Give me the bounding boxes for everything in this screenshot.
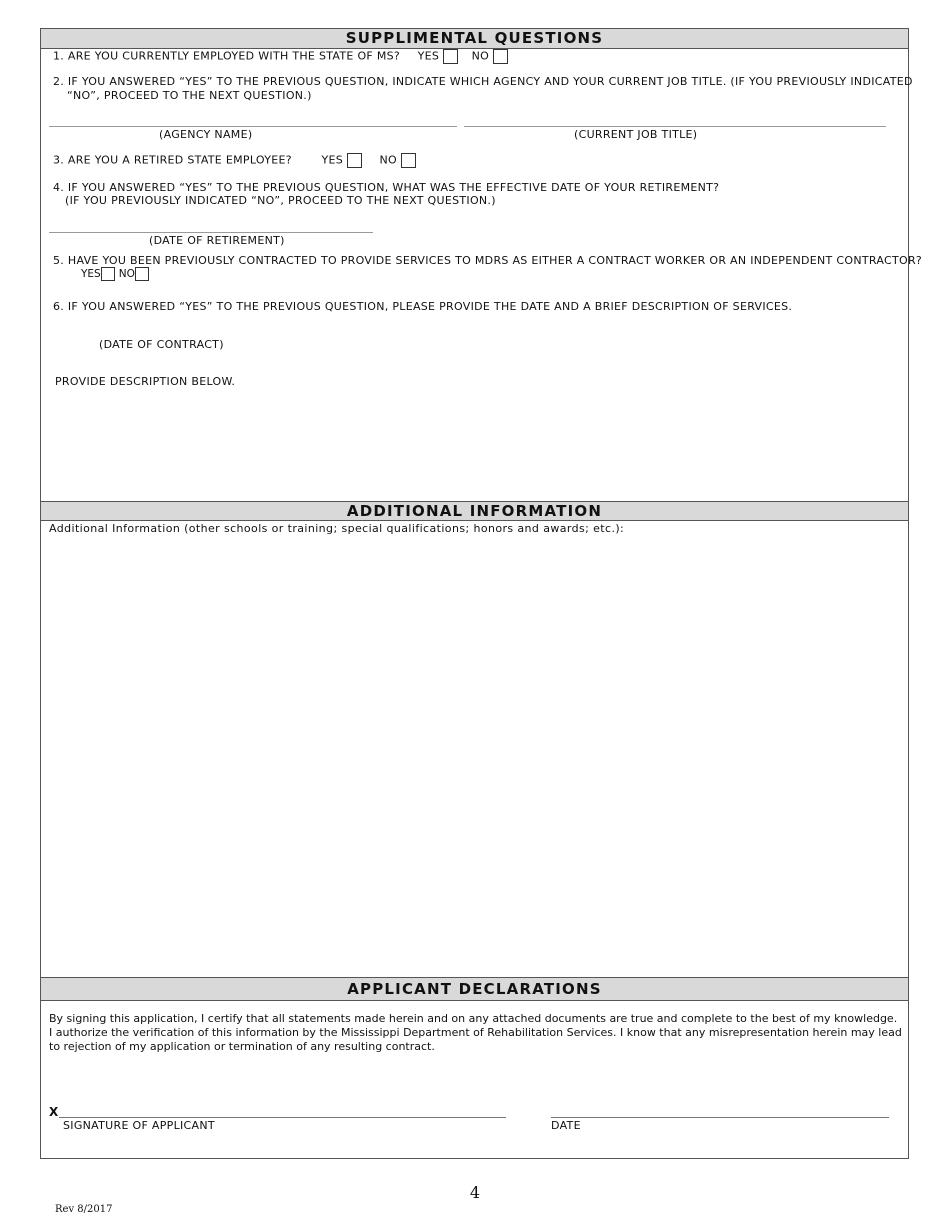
question-1 bbox=[53, 49, 508, 64]
date-of-contract-label: (DATE OF CONTRACT) bbox=[99, 338, 224, 351]
question-6-text: 6. IF YOU ANSWERED “YES” TO THE PREVIOUS QUESTION, PLEASE PROVIDE THE DATE AND A BRIEF DESCRIPTION OF SERVICES. bbox=[53, 300, 793, 313]
question-5-yes-label: YES bbox=[81, 268, 101, 280]
applicant-declarations-header: APPLICANT DECLARATIONS bbox=[41, 977, 908, 1001]
question-1-no-checkbox[interactable] bbox=[493, 49, 508, 64]
page-number: 4 bbox=[469, 1183, 481, 1202]
current-job-title-field[interactable] bbox=[464, 126, 886, 127]
signature-date-label: DATE bbox=[551, 1119, 581, 1132]
question-5-no-checkbox[interactable] bbox=[135, 267, 149, 281]
signature-label: SIGNATURE OF APPLICANT bbox=[63, 1119, 215, 1132]
question-4-line-1: 4. IF YOU ANSWERED “YES” TO THE PREVIOUS QUESTION, WHAT WAS THE EFFECTIVE DATE OF YOUR RETIREMENT? bbox=[53, 181, 720, 194]
additional-information-header: ADDITIONAL INFORMATION bbox=[41, 501, 908, 521]
question-3 bbox=[53, 153, 416, 168]
question-5-yes-checkbox[interactable] bbox=[101, 267, 115, 281]
additional-information-prompt: Additional Information (other schools or training; special qualifications; honors and awards; etc.): bbox=[49, 522, 625, 535]
current-job-title-label: (CURRENT JOB TITLE) bbox=[574, 128, 698, 141]
question-5-options bbox=[81, 267, 149, 281]
signature-x-mark: X bbox=[49, 1105, 59, 1119]
supplemental-questions-header: SUPPLIMENTAL QUESTIONS bbox=[41, 29, 908, 49]
question-1-text: 1. ARE YOU CURRENTLY EMPLOYED WITH THE STATE OF MS? bbox=[53, 49, 401, 63]
description-label: PROVIDE DESCRIPTION BELOW. bbox=[55, 375, 236, 388]
question-5-text: 5. HAVE YOU BEEN PREVIOUSLY CONTRACTED TO PROVIDE SERVICES TO MDRS AS EITHER A CONTRACT WORKER OR AN INDEPENDENT CONTRACTOR? bbox=[53, 254, 923, 267]
question-1-no-label: NO bbox=[471, 49, 490, 63]
signature-field[interactable] bbox=[59, 1117, 506, 1118]
declaration-line-2: I authorize the verification of this information by the Mississippi Department of Rehabilitation Services. I know that any misrepresentation herein may lead bbox=[49, 1026, 902, 1039]
question-1-yes-checkbox[interactable] bbox=[443, 49, 458, 64]
date-of-retirement-label: (DATE OF RETIREMENT) bbox=[149, 234, 285, 247]
question-1-yes-label: YES bbox=[417, 49, 440, 63]
question-2-line-2: “NO”, PROCEED TO THE NEXT QUESTION.) bbox=[67, 89, 312, 102]
agency-name-label: (AGENCY NAME) bbox=[159, 128, 253, 141]
question-2-line-1: 2. IF YOU ANSWERED “YES” TO THE PREVIOUS QUESTION, INDICATE WHICH AGENCY AND YOUR CURRENT JOB TITLE. (IF YOU PREVIOUSLY INDICATED bbox=[53, 75, 913, 88]
additional-information-area[interactable] bbox=[49, 537, 899, 975]
application-form-frame bbox=[40, 28, 923, 1159]
signature-date-field[interactable] bbox=[551, 1117, 889, 1118]
declaration-line-3: to rejection of my application or termination of any resulting contract. bbox=[49, 1040, 435, 1053]
question-3-no-checkbox[interactable] bbox=[401, 153, 416, 168]
agency-name-field[interactable] bbox=[49, 126, 457, 127]
date-of-retirement-field[interactable] bbox=[49, 232, 373, 233]
description-area[interactable] bbox=[49, 391, 899, 499]
question-3-yes-checkbox[interactable] bbox=[347, 153, 362, 168]
question-5-no-label: NO bbox=[118, 268, 135, 280]
declaration-line-1: By signing this application, I certify that all statements made herein and on any attached documents are true and complete to the best of my knowledge. bbox=[49, 1012, 898, 1025]
revision-note: Rev 8/2017 bbox=[55, 1204, 113, 1215]
question-3-yes-label: YES bbox=[321, 153, 344, 167]
question-3-no-label: NO bbox=[379, 153, 397, 167]
question-3-text: 3. ARE YOU A RETIRED STATE EMPLOYEE? bbox=[53, 153, 292, 167]
question-4-line-2: (IF YOU PREVIOUSLY INDICATED “NO”, PROCEED TO THE NEXT QUESTION.) bbox=[65, 194, 496, 207]
